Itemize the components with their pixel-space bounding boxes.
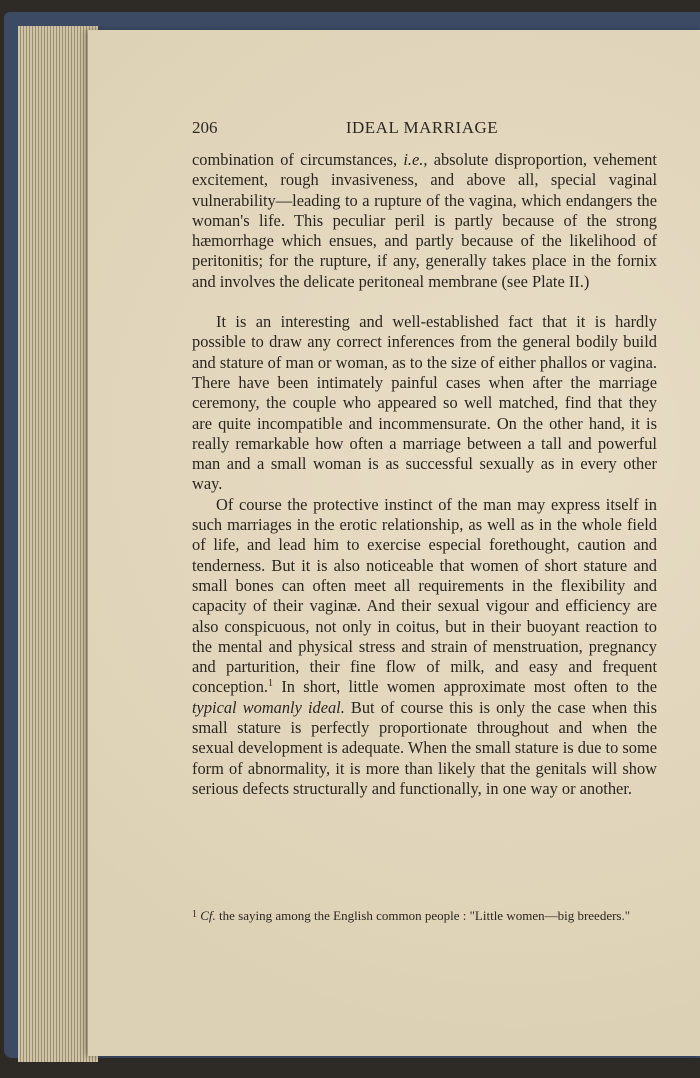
paragraph-3	[192, 495, 657, 799]
page-edges	[18, 26, 98, 1062]
paragraph-3-text-after: But of course this is only the case when this small stature is perfectly proportionate throughout and when the sexual development is adequate. When the small stature is due to some form of abnormality, it is more than likely that the genitals will show serious defects structurally and functionally, in one way or another.	[192, 697, 657, 798]
italic-ie: i.e.	[403, 150, 424, 169]
footnote-mark: 1	[192, 909, 197, 920]
footnote	[192, 908, 657, 924]
running-title: IDEAL MARRIAGE	[345, 118, 499, 137]
paragraph-1: combination of circumstances, i.e., absolute disproportion, vehement excitement, rough invasiveness, and above all, special vaginal vulnerability—leading to a rupture of the vagina, which endangers the woman's life. This peculiar peril is partly because of the strong hæmorrhage which ensues, and partly because of the likelihood of peritonitis; for the rupture, if any, generally takes place in the fornix and involves the delicate peritoneal membrane (see Plate II.)	[192, 150, 657, 291]
body-text	[192, 150, 657, 799]
paragraph-3-text-middle: In short, little women approximate most often to the	[273, 677, 657, 697]
paragraph-2: It is an interesting and well-established fact that it is hardly possible to draw any correct inferences from the general bodily build and stature of man or woman, as to the size of either phallos or vagina. There have been intimately painful cases when after the marriage ceremony, the couple who appeared so well matched, find that they are quite incompatible and incommensurate. On the other hand, it is really remarkable how often a marriage between a tall and powerful man and a small woman is as successful sexually as in every other way.	[192, 312, 657, 494]
footnote-reference: 1	[268, 678, 274, 690]
emphasis-text: typical womanly ideal.	[192, 697, 345, 717]
footnote-cf: Cf.	[200, 908, 216, 923]
page-header	[192, 118, 657, 138]
page-number: 206	[192, 118, 218, 137]
footnote-text: the saying among the English common people : "Little women—big breeders."	[215, 908, 631, 923]
paragraph-3-text-before: Of course the protective instinct of the man may express itself in such marriages in the erotic relationship, as well as in the whole field of life, and lead him to exercise especial forethought, caution and tenderness. But it is also noticeable that women of short stature and small bones can often meet all requirements in the flexibility and capacity of their vaginæ. And their sexual vigour and efficiency are also conspicuous, not only in coitus, but in their buoyant reaction to the mental and physical stress and strain of menstruation, pregnancy and parturition, their fine flow of milk, and easy and frequent conception.	[192, 494, 657, 697]
